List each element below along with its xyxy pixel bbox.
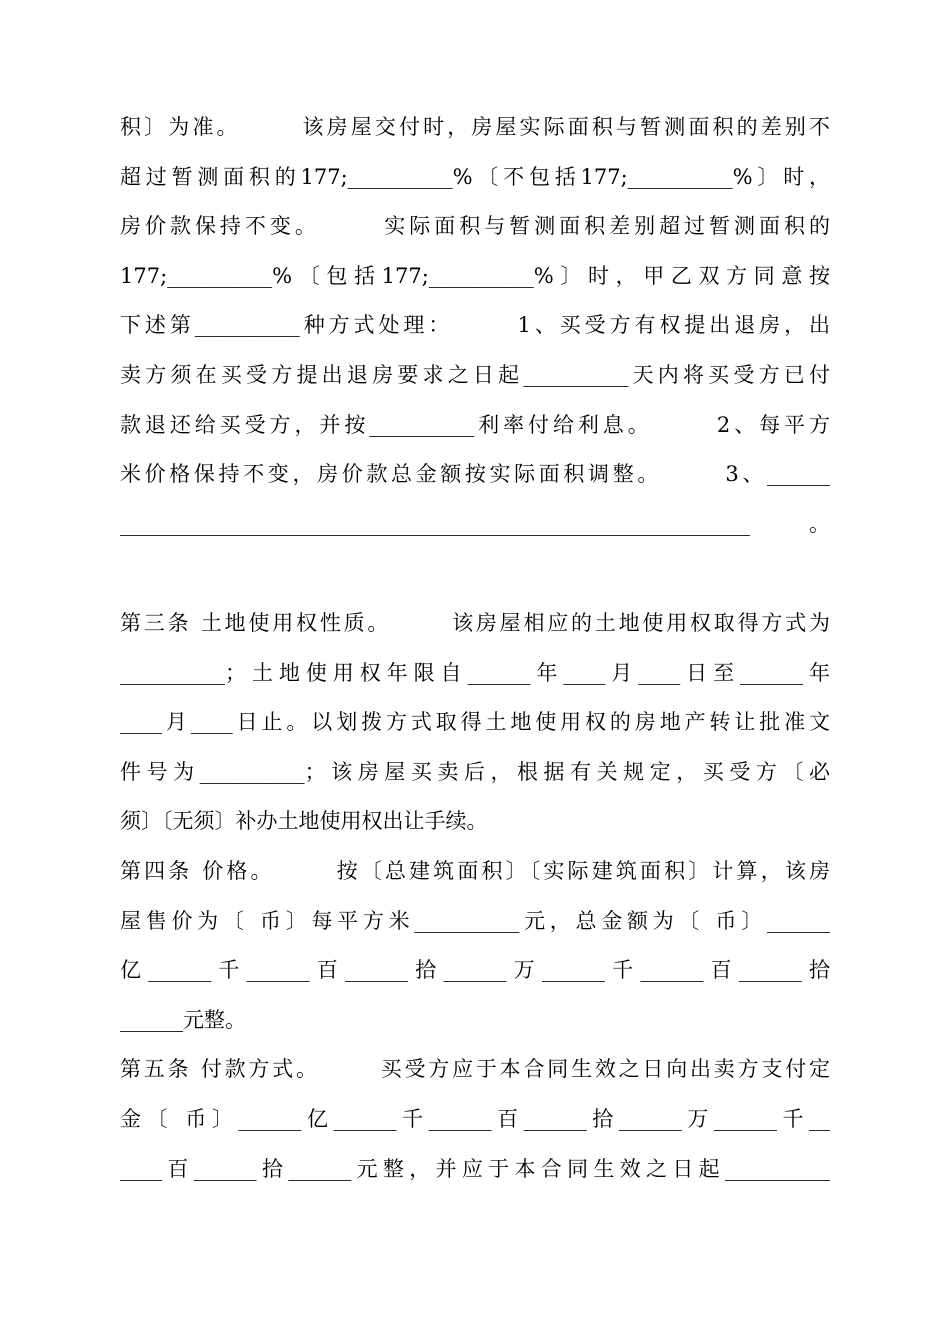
- text-line: ____月____日止。以划拨方式取得土地使用权的房地产转让批准文: [120, 710, 830, 734]
- text-line: 房价款保持不变。 实际面积与暂测面积差别超过暂测面积的: [120, 214, 830, 238]
- text-line: ____________________________________________________________。: [120, 512, 830, 536]
- text-line: __________；土地使用权年限自______年____月____日至______年: [120, 661, 830, 685]
- text-line: ______元整。: [120, 1008, 246, 1032]
- text-line: 屋售价为〔 币〕每平方米__________元，总金额为〔 币〕______: [120, 909, 830, 933]
- text-line: 亿______千______百______拾______万______千______百______拾: [120, 958, 830, 982]
- text-line: 卖方须在买受方提出退房要求之日起__________天内将买受方已付: [120, 363, 830, 387]
- text-line: 款退还给买受方，并按__________利率付给利息。 2、每平方: [120, 413, 830, 437]
- text-line: 下述第__________种方式处理： 1、买受方有权提出退房，出: [120, 313, 830, 337]
- text-line: 177;__________%〔包括177;__________%〕时，甲乙双方同意按: [120, 264, 830, 288]
- article-3-heading-line: 第三条 土地使用权性质。 该房屋相应的土地使用权取得方式为: [120, 611, 830, 635]
- article-4-heading-line: 第四条 价格。 按〔总建筑面积〕〔实际建筑面积〕计算，该房: [120, 859, 830, 883]
- text-line: 米价格保持不变，房价款总金额按实际面积调整。 3、______: [120, 462, 830, 486]
- text-line: ____百______拾______元整，并应于本合同生效之日起__________: [120, 1157, 830, 1181]
- text-line: 超过暂测面积的177;__________%〔不包括177;__________%〕时，: [120, 165, 830, 189]
- article-5-heading-line: 第五条 付款方式。 买受方应于本合同生效之日向出卖方支付定: [120, 1057, 830, 1081]
- text-line: 积〕为准。 该房屋交付时，房屋实际面积与暂测面积的差别不: [120, 115, 830, 139]
- text-line: 须〕〔无须〕补办土地使用权出让手续。: [120, 809, 488, 833]
- text-line: 件号为__________；该房屋买卖后，根据有关规定，买受方〔必: [120, 760, 830, 784]
- text-line: 金〔 币〕______亿______千______百______拾______万______千__: [120, 1107, 830, 1131]
